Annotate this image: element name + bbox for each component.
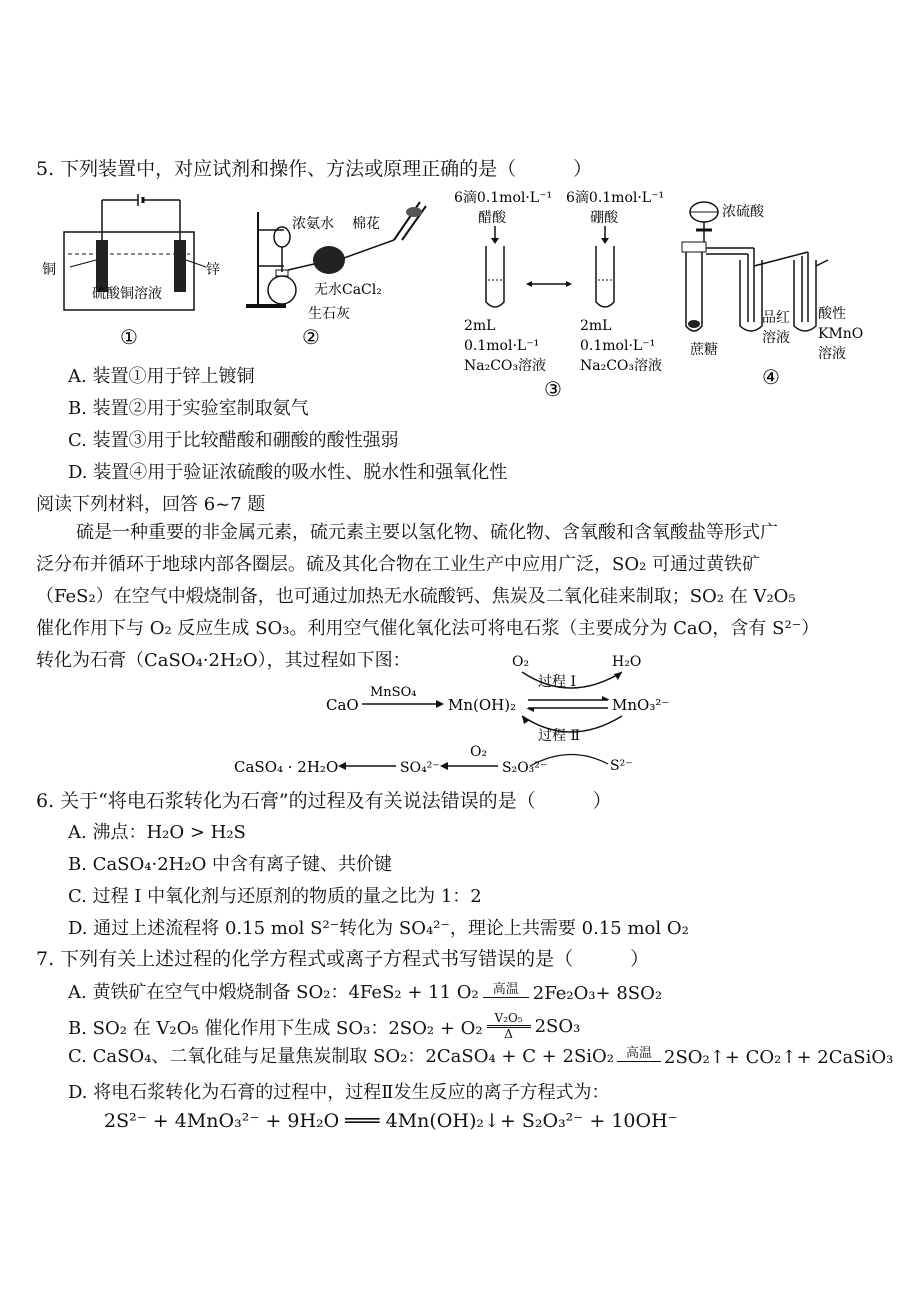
- reading-line-2: 泛分布并循环于地球内部各圈层。硫及其化合物在工业生产中应用广泛，SO₂ 可通过黄铁矿: [36, 554, 761, 575]
- fig3-right-bottom-2: 0.1mol·L⁻¹: [580, 338, 656, 354]
- q7-b-arrow: [487, 1012, 531, 1041]
- fig4-label-kmno-1: 酸性: [818, 306, 846, 322]
- q7-option-a[interactable]: [68, 978, 662, 1004]
- q6-option-c[interactable]: C. 过程 I 中氧化剂与还原剂的物质的量之比为 1：2: [68, 886, 482, 907]
- fig3-left-top-2: 醋酸: [478, 210, 506, 226]
- q7-b-condition-bottom: Δ: [504, 1027, 513, 1041]
- fig3-right-top-2: 硼酸: [590, 210, 618, 226]
- flow-mnoh2: Mn(OH)₂: [448, 696, 517, 714]
- q6-option-d[interactable]: D. 通过上述流程将 0.15 mol S²⁻转化为 SO₄²⁻，理论上共需要 0.15 mol O₂: [68, 918, 689, 939]
- fig3-left-bottom-3: Na₂CO₃溶液: [464, 358, 547, 374]
- fig4-sulfuric-acid: [678, 190, 878, 390]
- fig4-label-kmno-3: 溶液: [818, 346, 846, 362]
- fig4-number: ④: [762, 365, 780, 389]
- q7-a-condition: 高温: [492, 982, 519, 997]
- q7-b-eq-line: [487, 1025, 531, 1026]
- q7-a-arrow: [483, 983, 529, 1004]
- flow-diagram: [230, 652, 690, 782]
- fig4-label-sugar: 蔗糖: [690, 342, 718, 358]
- fig2-label-cacl2: 无水CaCl₂: [314, 282, 382, 298]
- flow-process-2: 过程 Ⅱ: [538, 728, 580, 744]
- flow-process-1: 过程 Ⅰ: [538, 674, 576, 690]
- fig2-label-ammonia: 浓氨水: [292, 216, 334, 232]
- fig4-label-pinhong-2: 溶液: [762, 330, 790, 346]
- reading-line-3: （FeS₂）在空气中煅烧制备，也可通过加热无水硫酸钙、焦炭及二氧化硅来制取；SO₂ 在 V₂O₅: [36, 586, 796, 607]
- flow-o2-top: O₂: [512, 654, 530, 670]
- fig2-ammonia-apparatus: [244, 192, 444, 354]
- fig3-left-bottom-1: 2mL: [464, 318, 496, 334]
- q5-option-c[interactable]: C. 装置③用于比较醋酸和硼酸的酸性强弱: [68, 430, 399, 451]
- fig2-label-lime: 生石灰: [308, 306, 350, 322]
- q7-c-condition: 高温: [626, 1046, 653, 1061]
- q7-b-lhs: B. SO₂ 在 V₂O₅ 催化作用下生成 SO₃：2SO₂ + O₂: [68, 1017, 483, 1039]
- fig4-label-pinhong-1: 品红: [762, 310, 790, 326]
- reading-title: 阅读下列材料，回答 6~7 题: [36, 494, 266, 515]
- flow-gypsum: CaSO₄ · 2H₂O: [234, 758, 339, 776]
- reading-line-4: 催化作用下与 O₂ 反应生成 SO₃。利用空气催化氧化法可将电石浆（主要成分为 CaO，含有 S²⁻）: [36, 618, 820, 639]
- q7-option-c[interactable]: [68, 1042, 893, 1068]
- q7-option-d[interactable]: D. 将电石浆转化为石膏的过程中，过程Ⅱ发生反应的离子方程式为：: [68, 1082, 610, 1103]
- q5-stem: 5. 下列装置中，对应试剂和操作、方法或原理正确的是（ ）: [36, 158, 593, 180]
- fig4-label-kmno-2: KMnO: [818, 326, 864, 342]
- fig1-number: ①: [120, 325, 138, 349]
- q5-option-b[interactable]: B. 装置②用于实验室制取氨气: [68, 398, 309, 419]
- q6-option-b[interactable]: B. CaSO₄·2H₂O 中含有离子键、共价键: [68, 854, 393, 875]
- fig2-label-cotton: 棉花: [352, 216, 380, 232]
- fig3-left-bottom-2: 0.1mol·L⁻¹: [464, 338, 540, 354]
- fig3-test-tubes: [440, 184, 690, 404]
- fig4-label-acid: 浓硫酸: [722, 204, 764, 220]
- fig2-number: ②: [302, 325, 320, 349]
- q7-b-rhs: 2SO₃: [534, 1016, 581, 1037]
- q6-stem: 6. 关于“将电石浆转化为石膏”的过程及有关说法错误的是（ ）: [36, 790, 612, 812]
- flow-mno3: MnO₃²⁻: [612, 696, 670, 714]
- reading-line-5: 转化为石膏（CaSO₄·2H₂O），其过程如下图：: [36, 650, 411, 671]
- q7-c-arrow: [617, 1047, 661, 1068]
- fig3-right-top-1: 6滴0.1mol·L⁻¹: [566, 190, 665, 206]
- flow-h2o-top: H₂O: [612, 654, 642, 670]
- q5-option-a[interactable]: A. 装置①用于锌上镀铜: [68, 366, 255, 387]
- flow-cao: CaO: [326, 696, 359, 714]
- flow-mnso4: MnSO₄: [370, 685, 417, 700]
- q7-a-rhs: 2Fe₂O₃+ 8SO₂: [532, 983, 663, 1004]
- q7-a-lhs: A. 黄铁矿在空气中煅烧制备 SO₂：4FeS₂ + 11 O₂: [68, 982, 479, 1003]
- fig1-label-solution: 硫酸铜溶液: [92, 286, 162, 302]
- fig1-label-zinc: 锌: [206, 262, 220, 278]
- fig3-left-top-1: 6滴0.1mol·L⁻¹: [454, 190, 553, 206]
- fig3-number: ③: [544, 377, 562, 401]
- flow-so4: SO₄²⁻: [400, 760, 440, 776]
- q7-c-eq-line: [617, 1061, 661, 1062]
- q6-option-a[interactable]: A. 沸点：H₂O > H₂S: [68, 822, 246, 843]
- q7-option-b[interactable]: [68, 1012, 580, 1041]
- q5-option-d[interactable]: D. 装置④用于验证浓硫酸的吸水性、脱水性和强氧化性: [68, 462, 508, 483]
- q7-a-eq-line: [483, 997, 529, 998]
- q7-option-d-equation: 2S²⁻ + 4MnO₃²⁻ + 9H₂O ═══ 4Mn(OH)₂↓+ S₂O₃²⁻ + 10OH⁻: [104, 1110, 678, 1132]
- fig3-right-bottom-3: Na₂CO₃溶液: [580, 358, 663, 374]
- flow-s2o3: S₂O₃²⁻: [502, 760, 548, 776]
- q7-stem: 7. 下列有关上述过程的化学方程式或离子方程式书写错误的是（ ）: [36, 948, 650, 970]
- reading-line-1: 硫是一种重要的非金属元素，硫元素主要以氢化物、硫化物、含氧酸和含氧酸盐等形式广: [76, 522, 778, 543]
- flow-o2-bottom: O₂: [470, 744, 488, 760]
- fig1-label-copper: 铜: [42, 262, 56, 278]
- fig1-electrolysis: [40, 192, 220, 352]
- q7-c-rhs: 2SO₂↑+ CO₂↑+ 2CaSiO₃: [664, 1047, 894, 1068]
- flow-s2-ion: S²⁻: [610, 758, 633, 774]
- q7-b-condition-top: V₂O₅: [494, 1011, 523, 1025]
- q7-c-lhs: C. CaSO₄、二氧化硅与足量焦炭制取 SO₂：2CaSO₄ + C + 2SiO₂: [68, 1046, 615, 1067]
- fig3-right-bottom-1: 2mL: [580, 318, 612, 334]
